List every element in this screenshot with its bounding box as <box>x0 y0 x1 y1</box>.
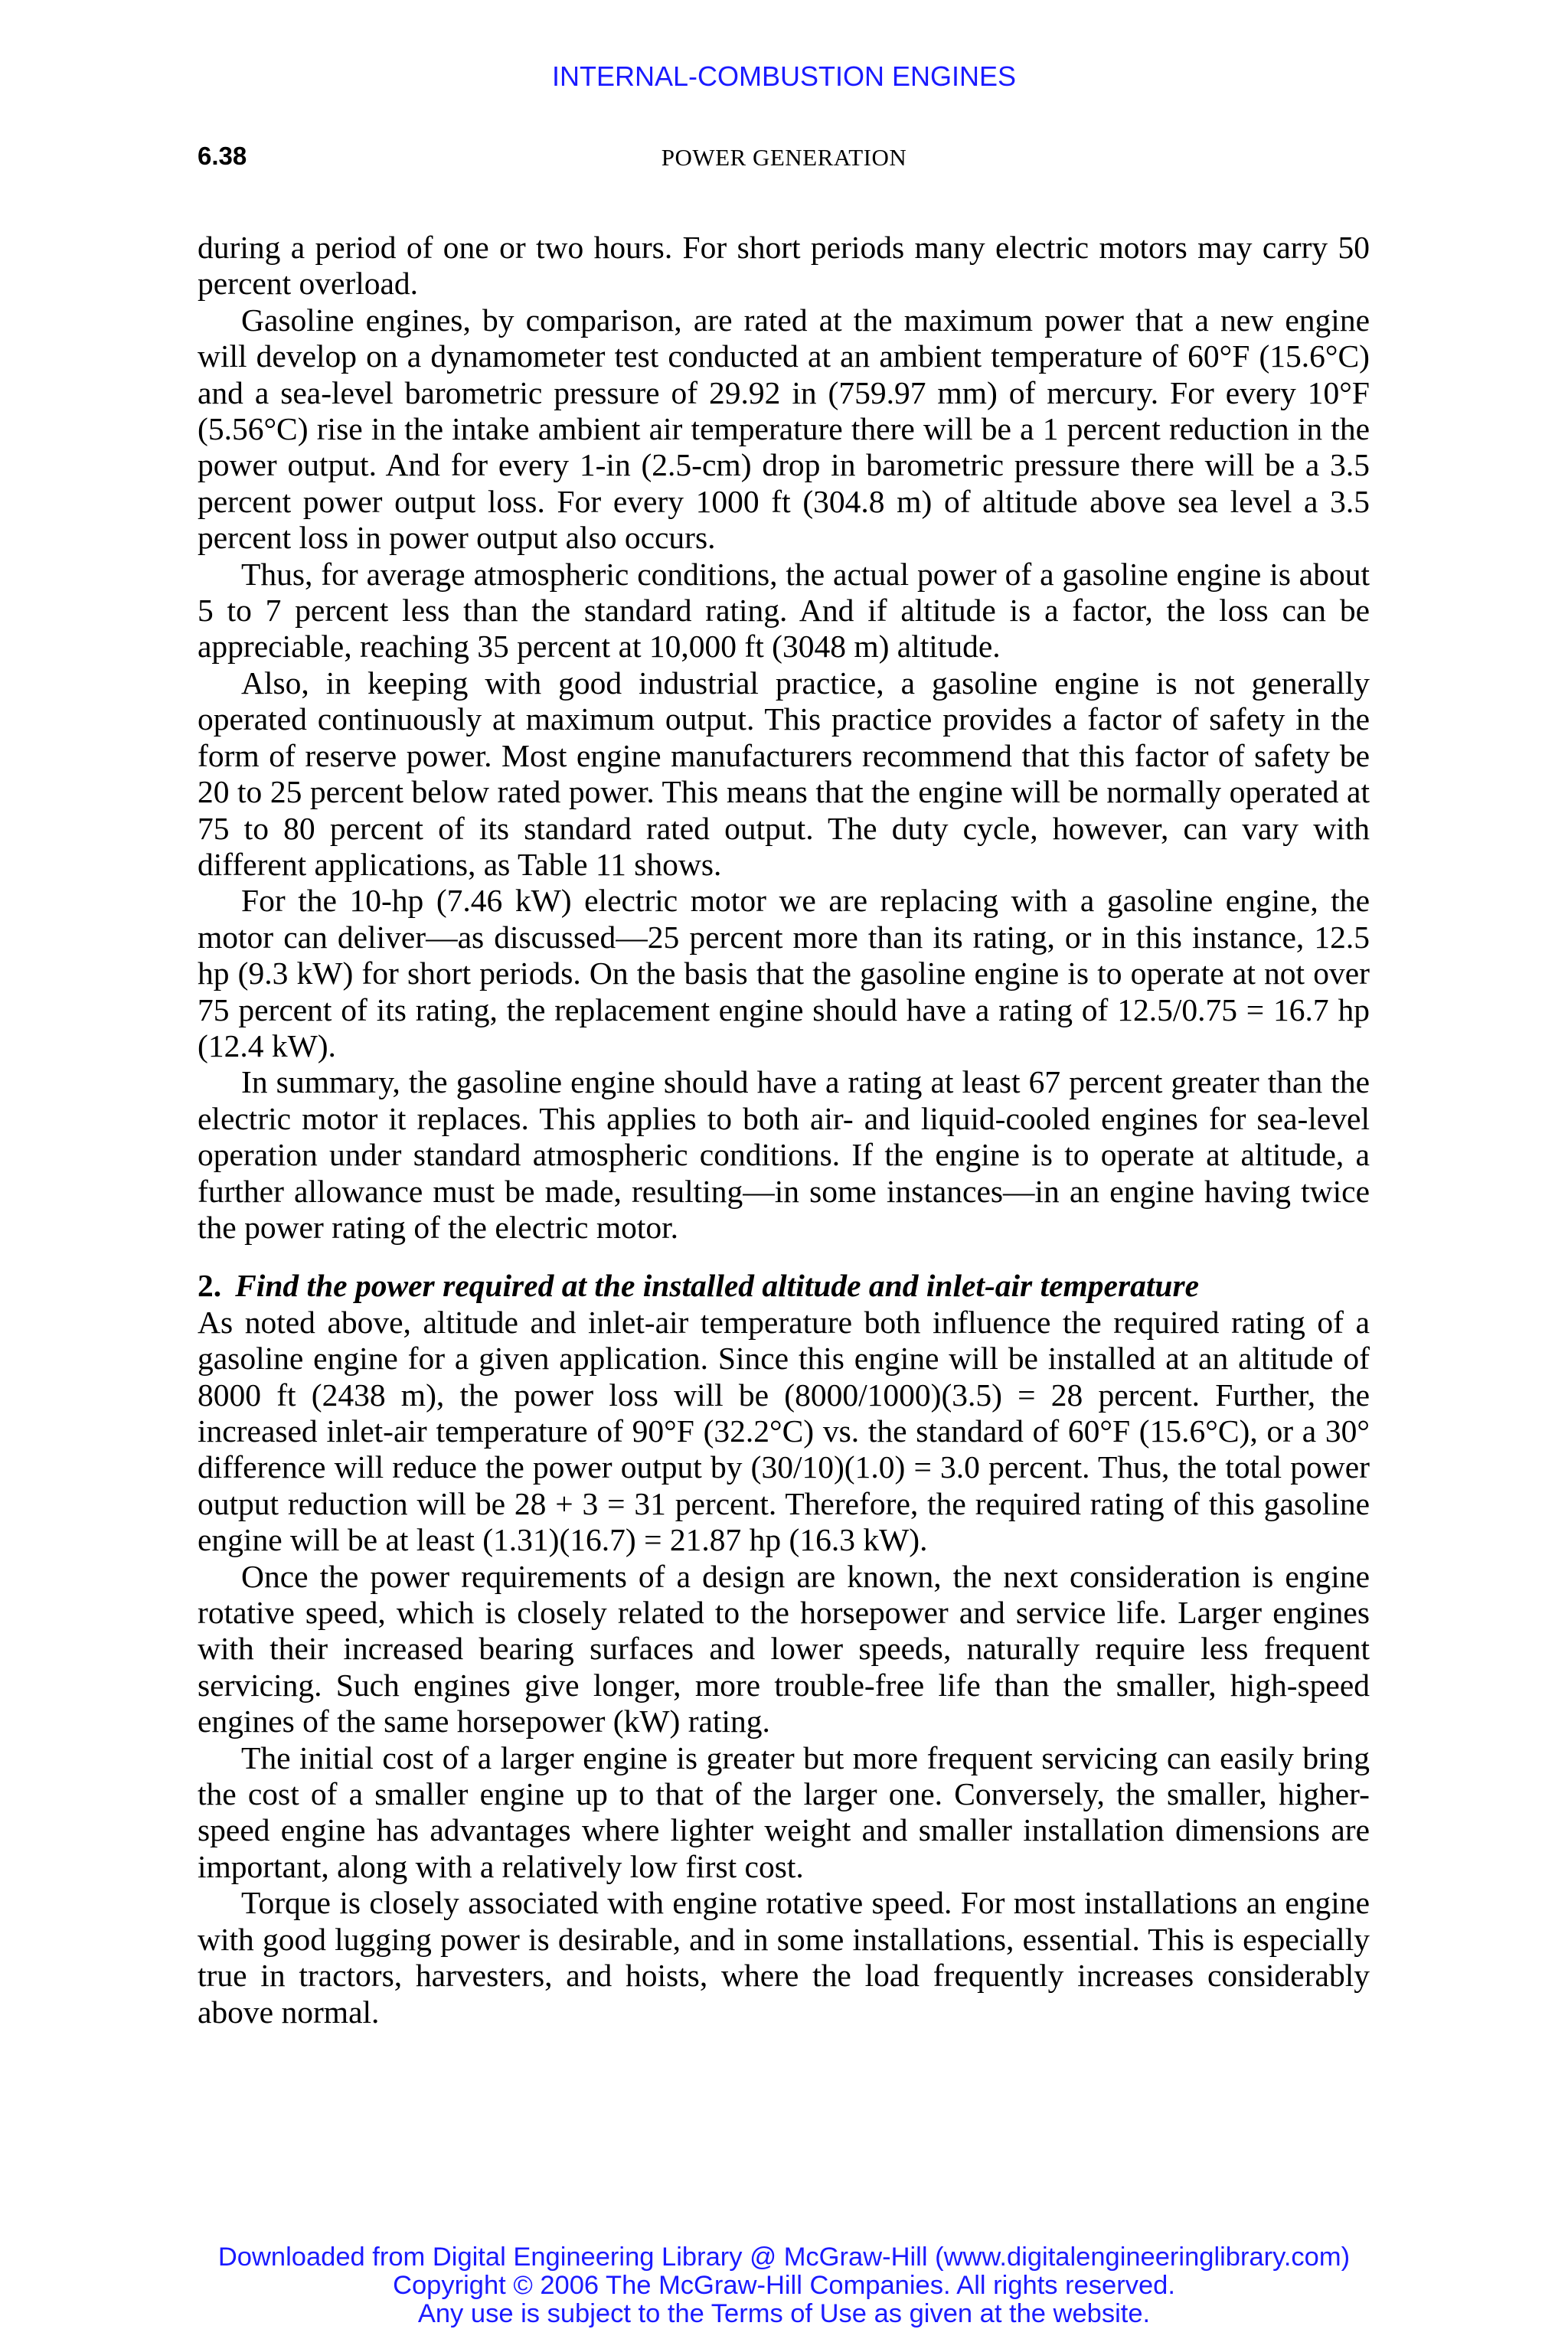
footer-terms-link[interactable]: Any use is subject to the Terms of Use as given at the website. <box>417 2299 1151 2328</box>
paragraph: Gasoline engines, by comparison, are rated at the maximum power that a new engine will develop on a dynamometer test conducted at an ambient temperature of 60°F (15.6°C) and a sea-level barometric pressure of 29.92 in (759.97 mm) of mercury. For every 10°F (5.56°C) rise in the intake ambient air temperature there will be a 1 percent reduction in the power output. And for every 1-in (2.5-cm) drop in barometric pressure there will be a 3.5 percent power output loss. For every 1000 ft (304.8 m) of altitude above sea level a 3.5 percent loss in power output also occurs. <box>198 302 1370 556</box>
paragraph: The initial cost of a larger engine is greater but more frequent servicing can easily bring the cost of a smaller engine up to that of the larger one. Conversely, the smaller, higher-speed engine has advantages where lighter weight and smaller installation dimensions are important, along with a relatively low first cost. <box>198 1740 1370 1884</box>
footer-copyright: Copyright © 2006 The McGraw-Hill Companies. All rights reserved. <box>393 2271 1175 2300</box>
step-title: Find the power required at the installed altitude and inlet-air temperature <box>235 1268 1200 1304</box>
running-head: POWER GENERATION <box>661 144 907 171</box>
page-body <box>198 230 1370 2030</box>
footer-download-link[interactable]: Downloaded from Digital Engineering Library @ McGraw-Hill (www.digitalengineeringlibrary.com) <box>217 2243 1351 2272</box>
paragraph: For the 10-hp (7.46 kW) electric motor we are replacing with a gasoline engine, the motor can deliver—as discussed—25 percent more than its rating, or in this instance, 12.5 hp (9.3 kW) for short periods. On the basis that the gasoline engine is to operate at not over 75 percent of its rating, the replacement engine should have a rating of 12.5/0.75 = 16.7 hp (12.4 kW). <box>198 883 1370 1063</box>
chapter-banner: INTERNAL-COMBUSTION ENGINES <box>551 60 1017 92</box>
paragraph: Also, in keeping with good industrial practice, a gasoline engine is not generally operated continuously at maximum output. This practice provides a factor of safety in the form of reserve power. Most engine manufacturers recommend that this factor of safety be 20 to 25 percent below rated power. This means that the engine will be normally operated at 75 to 80 percent of its standard rated output. The duty cycle, however, can vary with different applications, as Table 11 shows. <box>198 665 1370 882</box>
paragraph: As noted above, altitude and inlet-air temperature both influence the required rating of a gasoline engine for a given application. Since this engine will be installed at an altitude of 8000 ft (2438 m), the power loss will be (8000/1000)(3.5) = 28 percent. Further, the increased inlet-air temperature of 90°F (32.2°C) vs. the standard of 60°F (15.6°C), or a 30° difference will reduce the power output by (30/10)(1.0) = 3.0 percent. Thus, the total power output reduction will be 28 + 3 = 31 percent. Therefore, the required rating of this gasoline engine will be at least (1.31)(16.7) = 21.87 hp (16.3 kW). <box>198 1304 1370 1558</box>
paragraph: Thus, for average atmospheric conditions, the actual power of a gasoline engine is about 5 to 7 percent less than the standard rating. And if altitude is a factor, the loss can be appreciable, reaching 35 percent at 10,000 ft (3048 m) altitude. <box>198 556 1370 665</box>
download-footer <box>0 2243 1568 2328</box>
paragraph: In summary, the gasoline engine should have a rating at least 67 percent greater than the electric motor it replaces. This applies to both air- and liquid-cooled engines for sea-level operation under standard atmospheric conditions. If the engine is to operate at altitude, a further allowance must be made, resulting—in some instances—in an engine having twice the power rating of the electric motor. <box>198 1064 1370 1245</box>
step-heading <box>198 1268 1370 1304</box>
page-number: 6.38 <box>198 142 247 170</box>
paragraph: during a period of one or two hours. For short periods many electric motors may carry 50 percent overload. <box>198 230 1370 302</box>
step-number: 2. <box>198 1268 222 1304</box>
paragraph: Once the power requirements of a design are known, the next consideration is engine rotative speed, which is closely related to the horsepower and service life. Larger engines with their increased bearing surfaces and lower speeds, naturally require less frequent servicing. Such engines give longer, more trouble-free life than the smaller, high-speed engines of the same horsepower (kW) rating. <box>198 1558 1370 1740</box>
paragraph: Torque is closely associated with engine rotative speed. For most installations an engine with good lugging power is desirable, and in some installations, essential. This is especially true in tractors, harvesters, and hoists, where the load frequently increases considerably above normal. <box>198 1885 1370 2030</box>
